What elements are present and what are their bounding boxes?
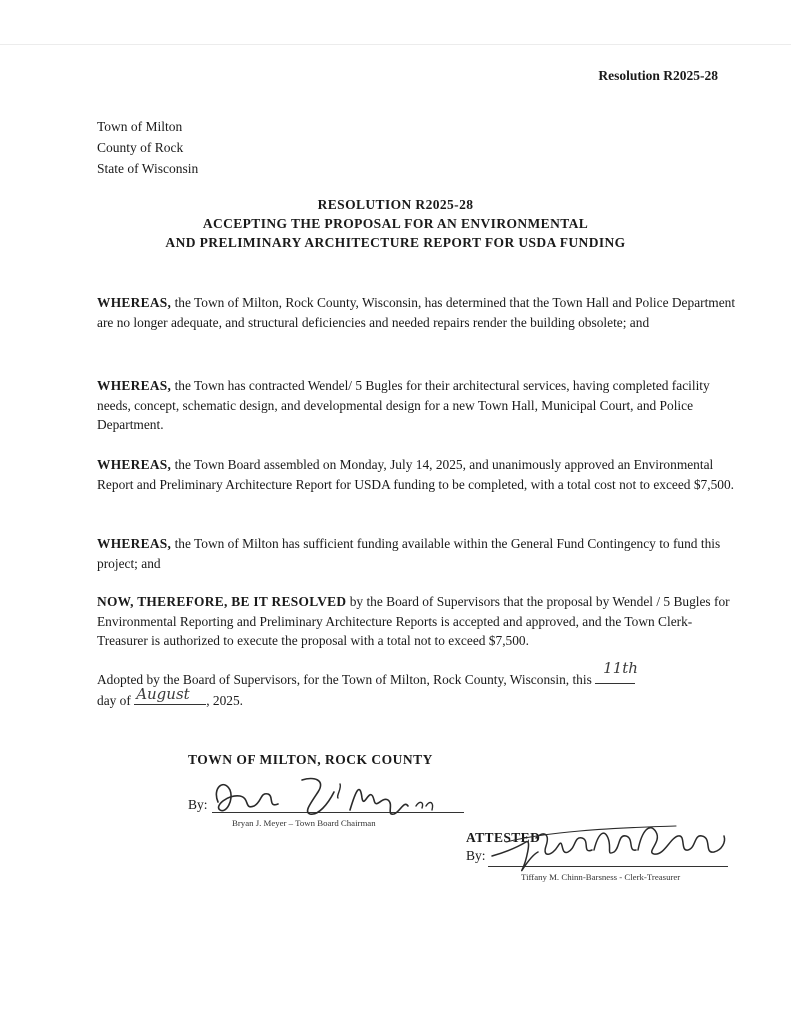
handwritten-day: 11th (603, 659, 638, 677)
whereas-lead: WHEREAS, (97, 536, 172, 551)
resolution-number-header: Resolution R2025-28 (598, 68, 718, 83)
whereas-lead: WHEREAS, (97, 457, 172, 472)
address-county: County of Rock (97, 140, 184, 155)
whereas-lead: WHEREAS, (97, 378, 172, 393)
paragraph-text: by the Board of Supervisors that the proposal by Wendel / 5 Bugles for Environmental Reporting and Preliminary Architecture Reports is accepted and approved, and the Town Clerk-Treasurer is authorized to execute the proposal with a total not to exceed $7,500. (97, 594, 730, 648)
title-line-2: ACCEPTING THE PROPOSAL FOR AN ENVIRONMENTAL (202, 216, 589, 231)
title-line-3: AND PRELIMINARY ARCHITECTURE REPORT FOR USDA FUNDING (165, 235, 626, 250)
clerk-by-label: By: (466, 848, 486, 863)
paragraph-text: the Town has contracted Wendel/ 5 Bugles for their architectural services, having completed facility needs, concept, schematic design, and developmental design for a new Town Hall, Municipal Court, and Police Department. (97, 378, 710, 432)
clerk-name: Tiffany M. Chinn-Barsness - Clerk-Treasurer (521, 872, 681, 882)
whereas-paragraph-2 (97, 376, 737, 435)
whereas-paragraph-3 (97, 455, 737, 494)
adopted-text-1: Adopted by the Board of Supervisors, for the Town of Milton, Rock County, Wisconsin, this (97, 672, 596, 687)
adoption-statement (97, 659, 737, 710)
address-block (97, 116, 198, 179)
title-line-1: RESOLUTION R2025-28 (317, 197, 474, 212)
adopted-text-2: day of (97, 692, 135, 708)
day-blank (595, 659, 638, 684)
paragraph-text: the Town of Milton, Rock County, Wisconsin, has determined that the Town Hall and Police Department are no longer adequate, and structural deficiencies and needed repairs render the building obsolete; and (97, 295, 736, 330)
whereas-paragraph-1 (97, 293, 737, 332)
handwritten-month: August (136, 684, 190, 703)
chairman-by-label: By: (188, 797, 208, 812)
whereas-lead: WHEREAS, (97, 295, 172, 310)
month-blank (134, 684, 206, 705)
paragraph-text: the Town of Milton has sufficient funding available within the General Fund Contingency to fund this project; and (97, 536, 721, 571)
clerk-signature-line (488, 866, 728, 867)
address-town: Town of Milton (97, 119, 183, 134)
chairman-signature-line (212, 812, 464, 813)
whereas-paragraph-4 (97, 534, 737, 573)
adopted-text-3: , 2025. (206, 692, 244, 708)
address-state: State of Wisconsin (97, 161, 199, 176)
chairman-name: Bryan J. Meyer – Town Board Chairman (232, 818, 376, 828)
paragraph-text: the Town Board assembled on Monday, July 14, 2025, and unanimously approved an Environmental Report and Preliminary Architecture Report for USDA funding to be completed, with a total cost not to exceed $7,500. (97, 457, 735, 492)
signature-block-heading: TOWN OF MILTON, ROCK COUNTY (188, 752, 433, 767)
resolved-paragraph (97, 592, 737, 651)
resolved-lead: NOW, THEREFORE, BE IT RESOLVED (97, 594, 347, 609)
resolution-title (0, 195, 791, 252)
scan-edge-line (0, 44, 791, 45)
attested-label: ATTESTED (466, 830, 541, 845)
